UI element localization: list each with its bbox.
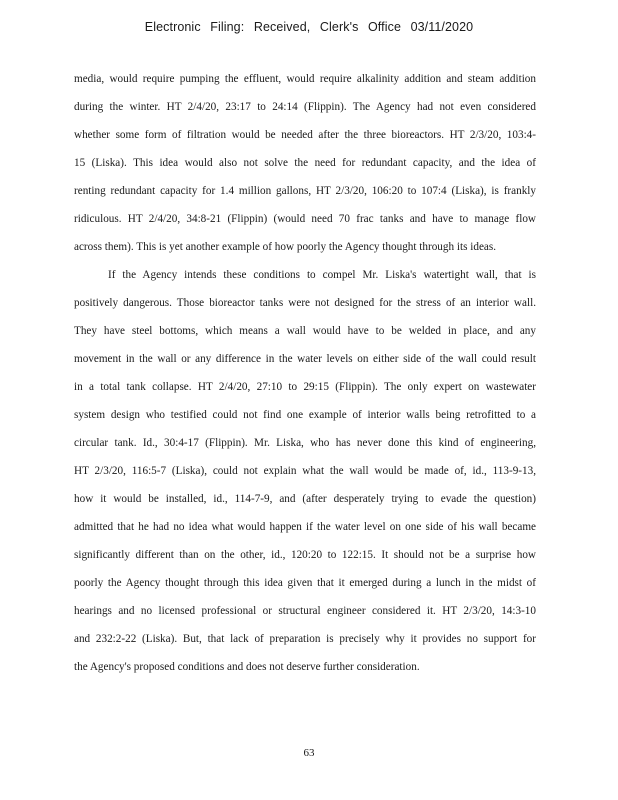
- text-line: the Agency's proposed conditions and does not deserve further consideration.: [74, 661, 420, 673]
- text-line: across them). This is yet another example of how poorly the Agency thought through its ideas.: [74, 241, 497, 253]
- text-line: media, would require pumping the effluent, would require alkalinity addition and steam addition: [74, 73, 536, 85]
- text-line: significantly different than on the other, id., 120:20 to 122:15. It should not be a surprise how: [74, 549, 536, 561]
- page-number: 63: [303, 747, 315, 759]
- text-line: 15 (Liska). This idea would also not solve the need for redundant capacity, and the idea of: [74, 157, 536, 169]
- text-line: They have steel bottoms, which means a wall would have to be welded in place, and any: [74, 325, 536, 337]
- text-line: system design who testified could not find one example of interior walls being retrofitted to a: [74, 409, 536, 421]
- text-line: positively dangerous. Those bioreactor tanks were not designed for the stress of an interior wall.: [74, 297, 536, 309]
- text-line: If the Agency intends these conditions to compel Mr. Liska's watertight wall, that is: [108, 269, 536, 281]
- text-line: whether some form of filtration would be needed after the three bioreactors. HT 2/3/20, 103:4-: [74, 129, 536, 141]
- text-line: movement in the wall or any difference in the water levels on either side of the wall could result: [74, 353, 536, 365]
- text-line: poorly the Agency thought through this idea given that it emerged during a lunch in the midst of: [74, 577, 536, 589]
- text-line: HT 2/3/20, 116:5-7 (Liska), could not explain what the wall would be made of, id., 113-9-13,: [74, 465, 536, 477]
- filing-header: Electronic Filing: Received, Clerk's Office 03/11/2020: [144, 20, 474, 34]
- text-line: how it would be installed, id., 114-7-9, and (after desperately trying to evade the question): [74, 493, 536, 505]
- text-line: hearings and no licensed professional or structural engineer considered it. HT 2/3/20, 14:3-10: [74, 605, 536, 617]
- text-line: circular tank. Id., 30:4-17 (Flippin). Mr. Liska, who has never done this kind of engineering,: [74, 437, 536, 449]
- text-line: admitted that he had no idea what would happen if the water level on one side of his wall became: [74, 521, 536, 533]
- text-line: in a total tank collapse. HT 2/4/20, 27:10 to 29:15 (Flippin). The only expert on wastewater: [74, 381, 536, 393]
- text-line: ridiculous. HT 2/4/20, 34:8-21 (Flippin) (would need 70 frac tanks and have to manage flow: [74, 213, 536, 225]
- document-body: [74, 69, 536, 685]
- text-line: during the winter. HT 2/4/20, 23:17 to 24:14 (Flippin). The Agency had not even considered: [74, 101, 536, 113]
- text-line: and 232:2-22 (Liska). But, that lack of preparation is precisely why it provides no support for: [74, 633, 536, 645]
- text-line: renting redundant capacity for 1.4 million gallons, HT 2/3/20, 106:20 to 107:4 (Liska), is frankly: [74, 185, 536, 197]
